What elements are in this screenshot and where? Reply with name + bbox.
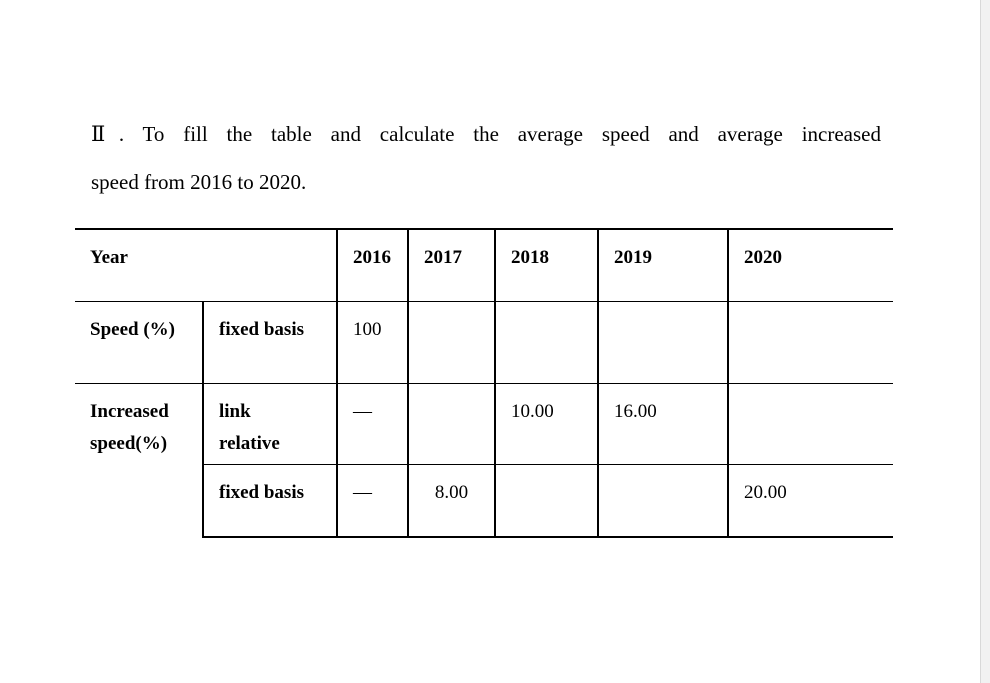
table-row-speed <box>75 301 893 383</box>
table-row-increased-link <box>75 383 893 464</box>
question-line-1: Ⅱ. To fill the table and calculate the average speed and average increased <box>91 122 881 146</box>
cell-speed-2019 <box>598 301 728 383</box>
cell-fixed-2020: 20.00 <box>728 464 893 537</box>
cell-speed-2017 <box>408 301 495 383</box>
row-basis-link-line-1: link <box>219 400 251 422</box>
row-basis-link-line-2: relative <box>219 432 280 454</box>
header-year-2017: 2017 <box>408 229 495 301</box>
header-year-2018: 2018 <box>495 229 598 301</box>
header-year-2016: 2016 <box>337 229 408 301</box>
cell-link-2017 <box>408 383 495 464</box>
row-label-speed: Speed (%) <box>75 301 203 383</box>
cell-fixed-2018 <box>495 464 598 537</box>
row-basis-link-relative <box>203 383 337 464</box>
row-basis-increased-fixed: fixed basis <box>203 464 337 537</box>
cell-speed-2020 <box>728 301 893 383</box>
cell-speed-2018 <box>495 301 598 383</box>
header-year-2019: 2019 <box>598 229 728 301</box>
question-text <box>91 117 881 199</box>
cell-link-2016: — <box>337 383 408 464</box>
cell-fixed-2019 <box>598 464 728 537</box>
row-label-increased-line-1: Increased <box>90 400 169 422</box>
row-basis-speed: fixed basis <box>203 301 337 383</box>
table-row-year <box>75 229 893 301</box>
row-label-increased <box>75 383 203 537</box>
speed-table <box>75 228 893 538</box>
cell-fixed-2016: — <box>337 464 408 537</box>
cell-link-2019: 16.00 <box>598 383 728 464</box>
header-year-2020: 2020 <box>728 229 893 301</box>
header-year-label: Year <box>75 229 337 301</box>
question-line-2: speed from 2016 to 2020. <box>91 170 307 194</box>
cell-speed-2016: 100 <box>337 301 408 383</box>
cell-link-2018: 10.00 <box>495 383 598 464</box>
page-edge-scrollbar <box>980 0 990 683</box>
cell-link-2020 <box>728 383 893 464</box>
row-label-increased-line-2: speed(%) <box>90 432 168 454</box>
cell-fixed-2017: 8.00 <box>408 464 495 537</box>
